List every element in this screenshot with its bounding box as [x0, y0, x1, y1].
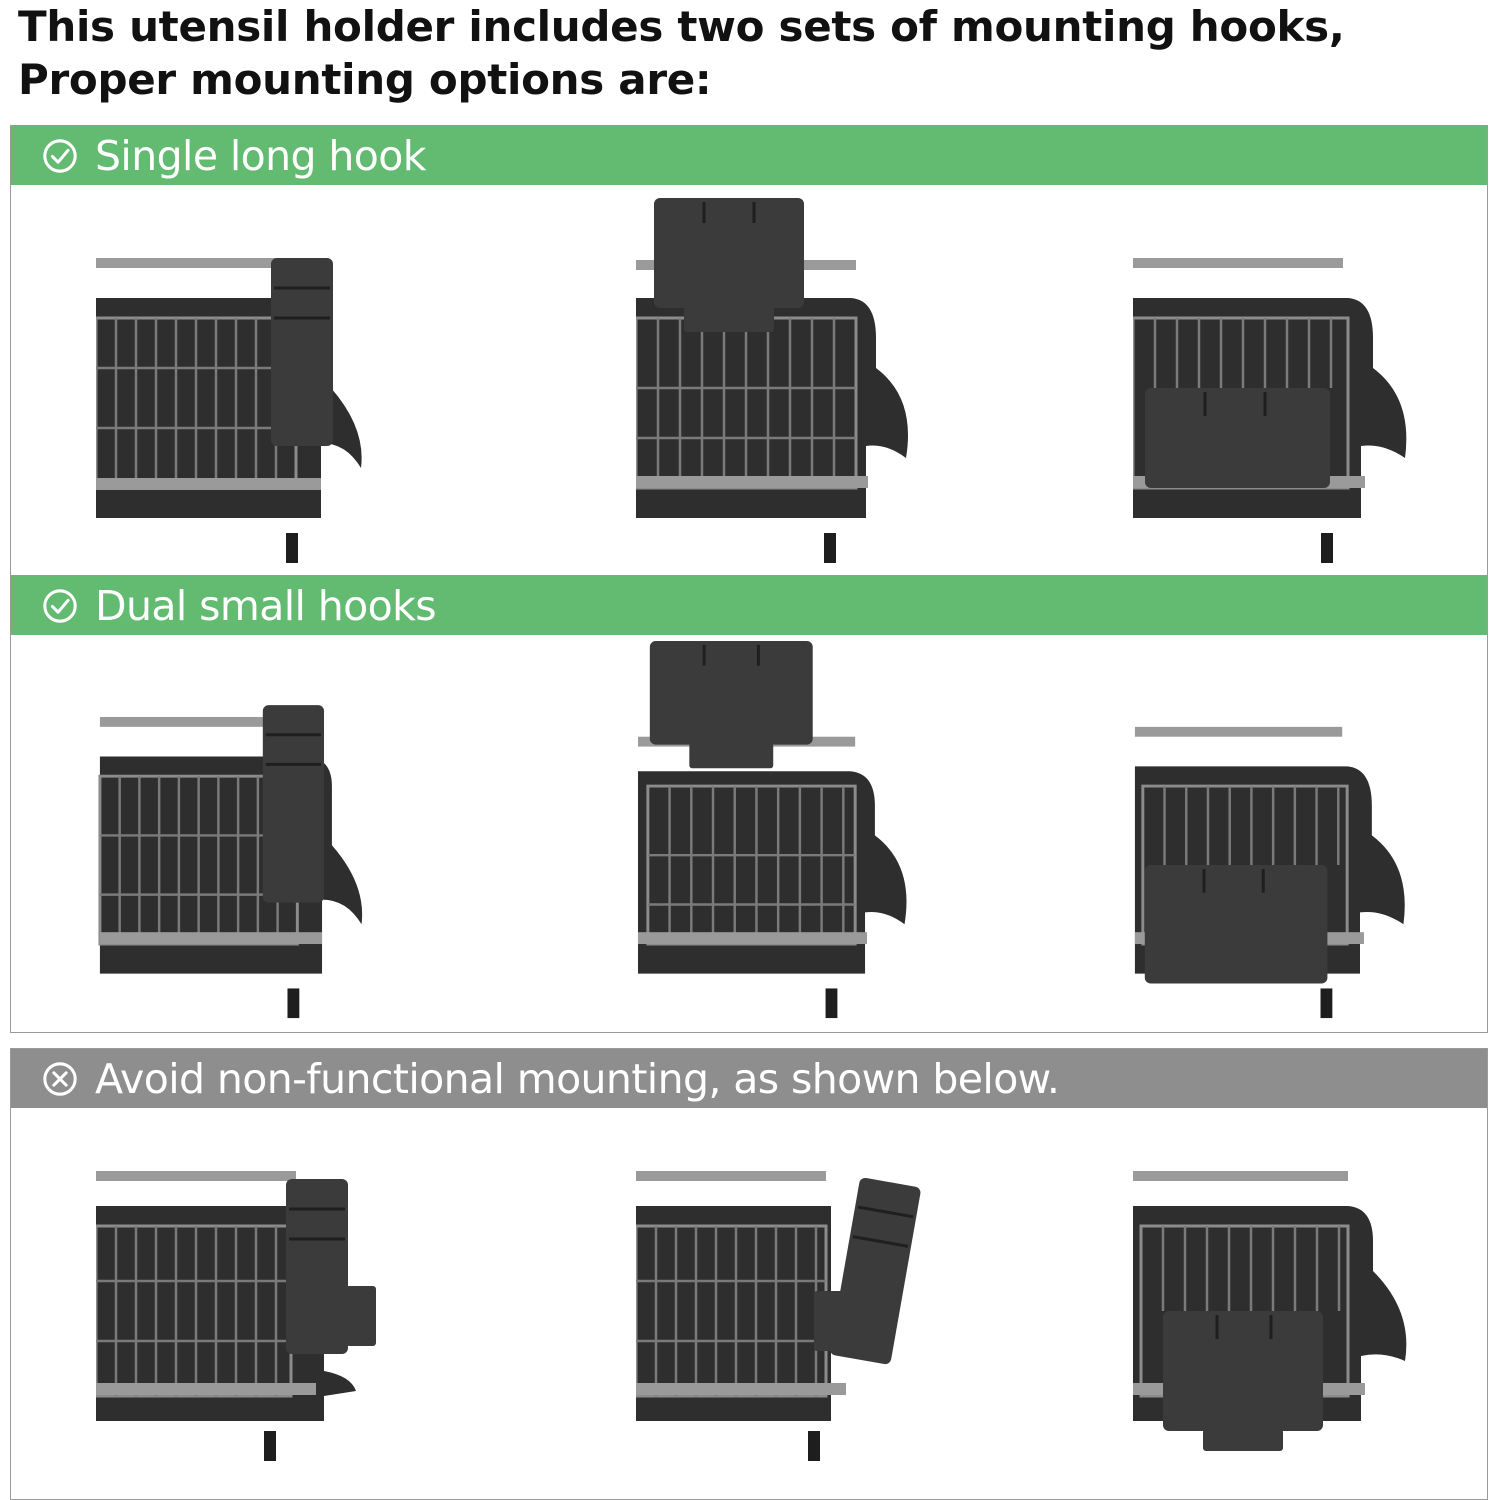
section-header-avoid-mounting — [11, 1049, 1487, 1108]
check-circle-icon — [41, 137, 79, 175]
rack-image-c1 — [96, 1111, 396, 1496]
rack-image-a1 — [96, 188, 396, 573]
rack-image-b3 — [1133, 638, 1433, 1023]
section-label: Avoid non-functional mounting, as shown below. — [95, 1054, 1060, 1103]
section-header-dual-small-hooks — [11, 576, 1487, 635]
section-single-long-hook — [10, 125, 1488, 575]
rack-image-c3 — [1133, 1111, 1433, 1496]
heading-line-1: This utensil holder includes two sets of mounting hooks, — [18, 2, 1345, 51]
section-avoid-mounting — [10, 1048, 1488, 1500]
rack-image-b1 — [98, 638, 398, 1023]
section-header-single-long-hook — [11, 126, 1487, 185]
x-circle-icon — [41, 1060, 79, 1098]
section-dual-small-hooks — [10, 575, 1488, 1033]
rack-image-b2 — [636, 638, 946, 1023]
page-heading — [18, 0, 1345, 106]
section-label: Dual small hooks — [95, 581, 437, 630]
rack-image-c2 — [636, 1111, 946, 1496]
rack-image-a3 — [1133, 188, 1433, 573]
rack-image-a2 — [636, 188, 946, 573]
heading-line-2: Proper mounting options are: — [18, 55, 712, 104]
check-circle-icon — [41, 587, 79, 625]
section-label: Single long hook — [95, 131, 426, 180]
